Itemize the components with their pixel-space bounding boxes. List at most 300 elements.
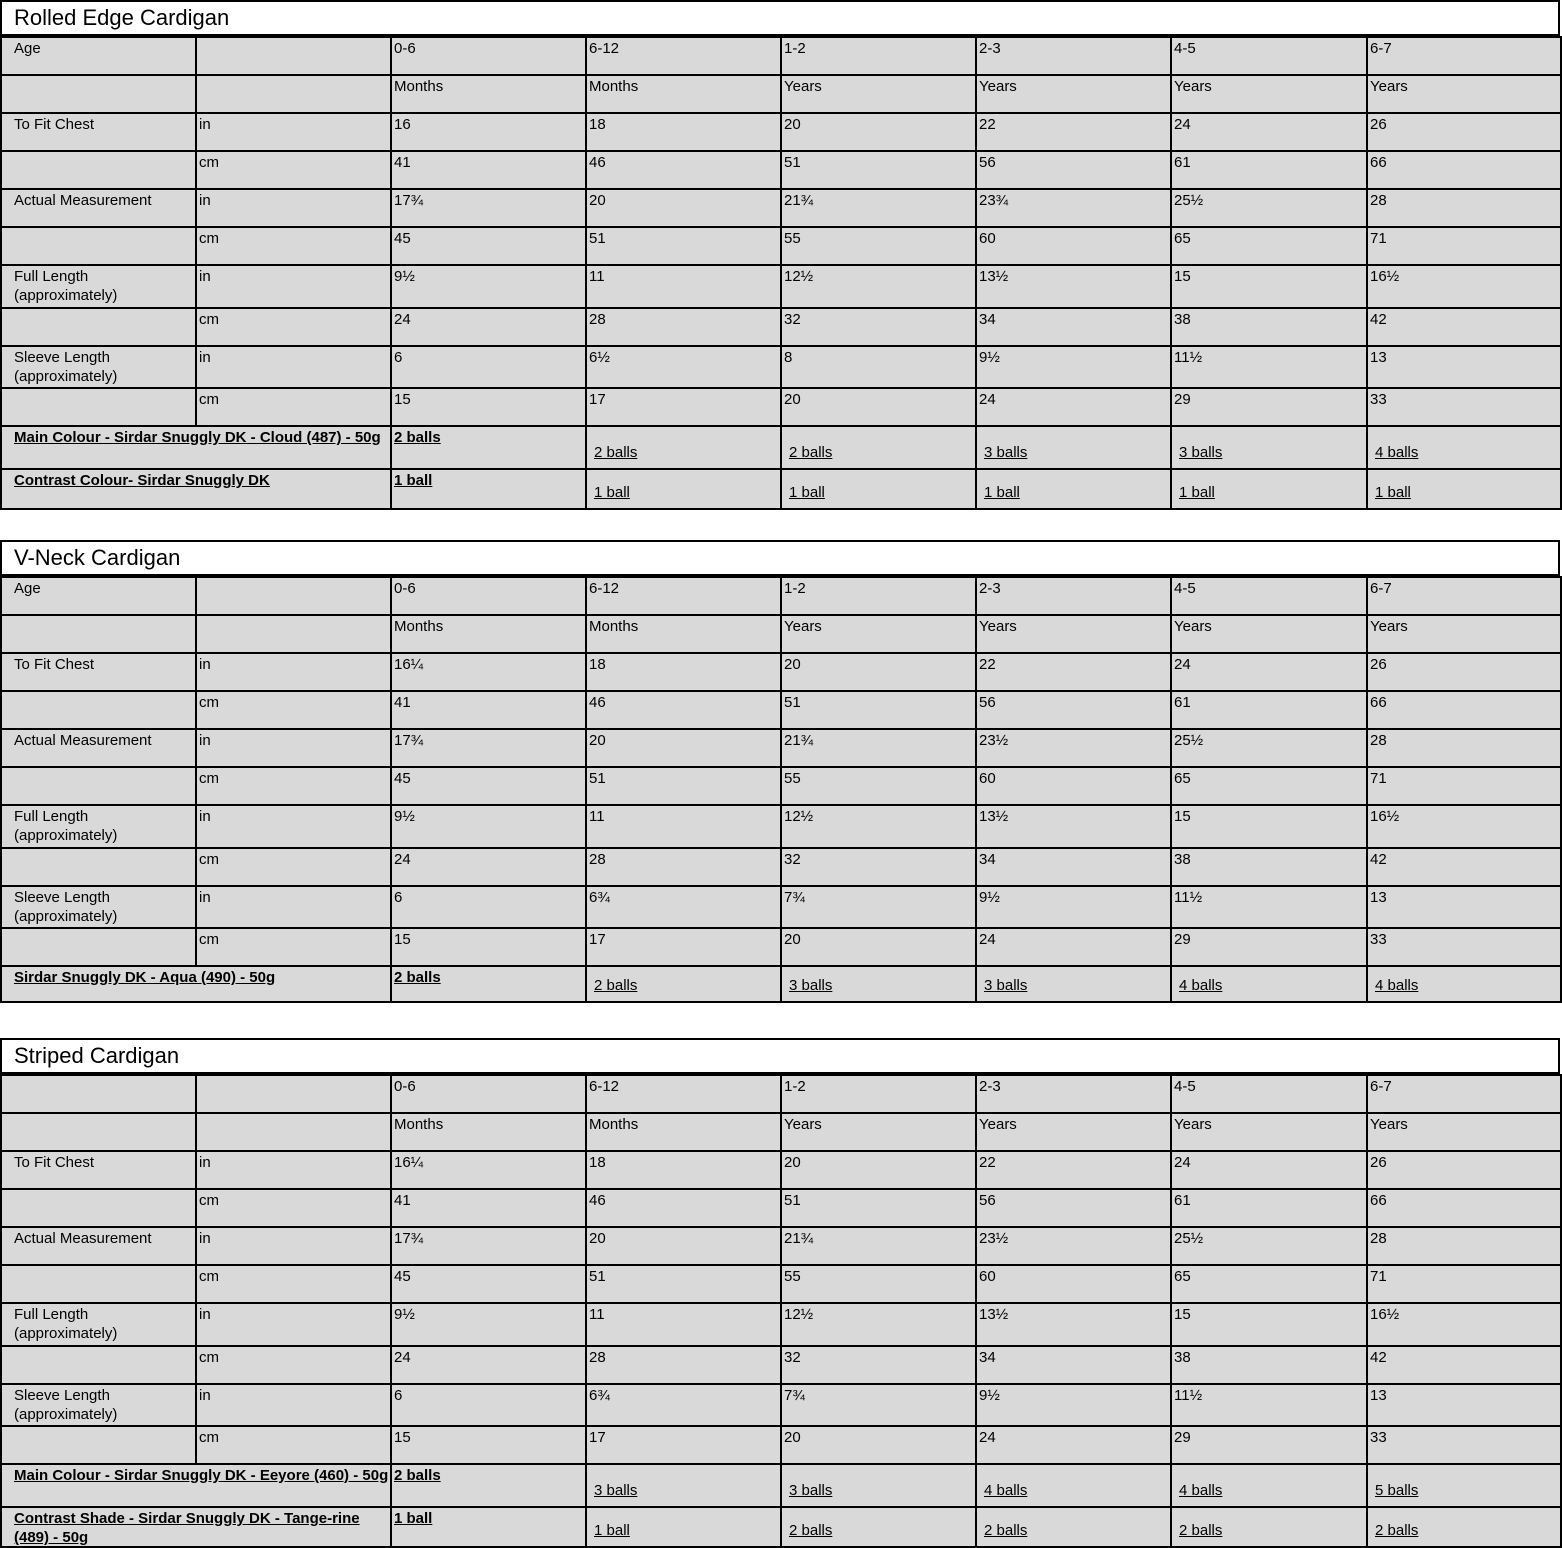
cell-text: 61 — [1174, 154, 1191, 171]
yarn-quantity-cell — [585, 1506, 782, 1548]
yarn-label-cell — [0, 1463, 392, 1508]
value-cell — [585, 345, 782, 389]
cell-text: 38 — [1174, 1349, 1191, 1366]
cell-text: 60 — [979, 770, 996, 787]
cell-text: 2-3 — [979, 580, 1001, 597]
cell-text: 25½ — [1174, 732, 1204, 749]
cell-text: 6-7 — [1370, 1078, 1392, 1095]
value-cell — [1170, 1425, 1368, 1465]
cell-text: Years — [1370, 1116, 1408, 1133]
cell-text: 42 — [1370, 311, 1387, 328]
cell-text: 51 — [589, 1268, 606, 1285]
value-cell — [780, 885, 977, 929]
cell-text: 34 — [979, 851, 996, 868]
value-cell — [1170, 307, 1368, 347]
cell-text: 3 balls — [789, 1482, 833, 1499]
value-cell — [1170, 1188, 1368, 1228]
cell-text: 24 — [979, 931, 996, 948]
value-cell — [390, 1074, 587, 1114]
value-cell — [1170, 74, 1368, 114]
yarn-quantity-cell — [975, 468, 1172, 510]
value-cell — [1366, 847, 1562, 887]
cell-text: 2 balls — [594, 977, 638, 994]
cell-text: 6 — [394, 889, 403, 906]
cell-text: 0-6 — [394, 580, 416, 597]
cell-text: in — [199, 268, 211, 285]
cell-text: Sirdar Snuggly DK - Aqua (490) - 50g — [14, 969, 276, 986]
cell-text: 3 balls — [984, 444, 1028, 461]
value-cell — [975, 652, 1172, 692]
row-unit-cell — [195, 1150, 392, 1190]
value-cell — [780, 226, 977, 266]
cell-text: 66 — [1370, 154, 1387, 171]
cell-text: 23½ — [979, 1230, 1009, 1247]
cell-text: 3 balls — [594, 1482, 638, 1499]
yarn-quantity-cell — [390, 468, 587, 510]
cell-text: 1 ball — [1179, 484, 1215, 501]
cell-text: 1-2 — [784, 40, 806, 57]
yarn-quantity-cell — [585, 425, 782, 470]
value-cell — [975, 1188, 1172, 1228]
cell-text: Actual Measurement — [14, 1230, 152, 1247]
value-cell — [390, 74, 587, 114]
cell-text: 20 — [784, 1429, 801, 1446]
cell-text: 16¼ — [394, 1154, 424, 1171]
row-label-cell — [0, 307, 197, 347]
cell-text: 24 — [979, 1429, 996, 1446]
row-label-cell — [0, 188, 197, 228]
cell-text: in — [199, 116, 211, 133]
value-cell — [390, 112, 587, 152]
row-unit-cell — [195, 1112, 392, 1152]
section-title-bar — [0, 1038, 1560, 1074]
value-cell — [1170, 804, 1368, 849]
cell-text: Years — [784, 618, 822, 635]
cell-text: 11 — [589, 1306, 605, 1323]
cell-text: 32 — [784, 311, 801, 328]
cell-text: 46 — [589, 154, 606, 171]
value-cell — [585, 576, 782, 616]
yarn-quantity-cell — [1366, 1506, 1562, 1548]
value-cell — [585, 112, 782, 152]
cell-text: To Fit Chest — [14, 116, 95, 133]
cell-text: 66 — [1370, 694, 1387, 711]
value-cell — [975, 264, 1172, 309]
row-label-cell — [0, 1345, 197, 1385]
cell-text: Months — [394, 1116, 444, 1133]
cell-text: 12½ — [784, 1306, 814, 1323]
cell-text: To Fit Chest — [14, 656, 95, 673]
cell-text: Years — [1174, 78, 1212, 95]
cell-text: Sleeve Length (approximately) — [14, 349, 118, 385]
yarn-quantity-cell — [780, 1506, 977, 1548]
cell-text: 1 ball — [394, 472, 433, 489]
row-unit-cell — [195, 1264, 392, 1304]
cell-text: 56 — [979, 154, 996, 171]
value-cell — [780, 1302, 977, 1347]
value-cell — [585, 1188, 782, 1228]
value-cell — [585, 728, 782, 768]
value-cell — [390, 1425, 587, 1465]
cell-text: 17 — [589, 1429, 606, 1446]
value-cell — [975, 188, 1172, 228]
cell-text: 23¾ — [979, 192, 1009, 209]
cell-text: 18 — [589, 656, 606, 673]
value-cell — [585, 927, 782, 967]
yarn-quantity-cell — [1366, 468, 1562, 510]
value-cell — [975, 1302, 1172, 1347]
cell-text: 4 balls — [1179, 977, 1223, 994]
cell-text: 6¾ — [589, 889, 610, 906]
cell-text: 24 — [394, 1349, 411, 1366]
value-cell — [390, 1226, 587, 1266]
cell-text: 7¾ — [784, 1387, 805, 1404]
cell-text: 45 — [394, 1268, 411, 1285]
cell-text: cm — [199, 1349, 219, 1366]
value-cell — [975, 1150, 1172, 1190]
cell-text: 16½ — [1370, 268, 1400, 285]
value-cell — [1170, 1074, 1368, 1114]
value-cell — [1366, 74, 1562, 114]
cell-text: 28 — [1370, 192, 1387, 209]
row-label-cell — [0, 264, 197, 309]
cell-text: 2-3 — [979, 1078, 1001, 1095]
row-unit-cell — [195, 1345, 392, 1385]
cell-text: 2 balls — [984, 1522, 1028, 1539]
cell-text: 4-5 — [1174, 1078, 1196, 1095]
value-cell — [975, 36, 1172, 76]
row-unit-cell — [195, 36, 392, 76]
value-cell — [585, 226, 782, 266]
cell-text: 1 ball — [594, 1522, 630, 1539]
yarn-quantity-cell — [585, 965, 782, 1003]
value-cell — [585, 1383, 782, 1427]
row-label-cell — [0, 766, 197, 806]
row-unit-cell — [195, 307, 392, 347]
row-label-cell — [0, 728, 197, 768]
value-cell — [780, 576, 977, 616]
yarn-quantity-cell — [1170, 468, 1368, 510]
value-cell — [780, 728, 977, 768]
value-cell — [780, 36, 977, 76]
cell-text: 11 — [589, 268, 605, 285]
cell-text: 16 — [394, 116, 411, 133]
yarn-quantity-cell — [585, 468, 782, 510]
cell-text: Full Length (approximately) — [14, 1306, 118, 1342]
cell-text: 9½ — [394, 808, 415, 825]
value-cell — [780, 847, 977, 887]
value-cell — [585, 1150, 782, 1190]
value-cell — [1366, 387, 1562, 427]
cell-text: 1-2 — [784, 1078, 806, 1095]
cell-text: cm — [199, 931, 219, 948]
yarn-quantity-cell — [780, 468, 977, 510]
cell-text: 11½ — [1174, 349, 1203, 366]
value-cell — [1170, 927, 1368, 967]
value-cell — [1170, 226, 1368, 266]
cell-text: 5 balls — [1375, 1482, 1419, 1499]
row-label-cell — [0, 150, 197, 190]
cell-text: 20 — [589, 732, 606, 749]
value-cell — [1366, 1264, 1562, 1304]
cell-text: in — [199, 192, 211, 209]
value-cell — [1170, 728, 1368, 768]
row-label-cell — [0, 885, 197, 929]
cell-text: 33 — [1370, 931, 1387, 948]
value-cell — [1366, 1383, 1562, 1427]
row-label-cell — [0, 690, 197, 730]
cell-text: 6¾ — [589, 1387, 610, 1404]
cell-text: 71 — [1370, 770, 1387, 787]
cell-text: 24 — [394, 311, 411, 328]
cell-text: Sleeve Length (approximately) — [14, 1387, 118, 1423]
cell-text: 20 — [589, 192, 606, 209]
value-cell — [1366, 1150, 1562, 1190]
cell-text: 51 — [589, 770, 606, 787]
cell-text: Main Colour - Sirdar Snuggly DK - Eeyore (460) - 50g — [14, 1467, 389, 1484]
section-title: Striped Cardigan — [14, 1043, 180, 1068]
row-unit-cell — [195, 847, 392, 887]
cell-text: 16½ — [1370, 1306, 1400, 1323]
value-cell — [390, 1345, 587, 1385]
cell-text: 7¾ — [784, 889, 805, 906]
cell-text: 29 — [1174, 931, 1191, 948]
cell-text: 15 — [1174, 808, 1191, 825]
value-cell — [1366, 1226, 1562, 1266]
cell-text: 33 — [1370, 391, 1387, 408]
cell-text: Years — [784, 1116, 822, 1133]
value-cell — [780, 387, 977, 427]
cell-text: 29 — [1174, 391, 1191, 408]
cell-text: 6-7 — [1370, 580, 1392, 597]
cell-text: 17 — [589, 931, 606, 948]
cell-text: 1 ball — [394, 1510, 433, 1527]
row-label-cell — [0, 1150, 197, 1190]
row-unit-cell — [195, 387, 392, 427]
value-cell — [585, 36, 782, 76]
value-cell — [1366, 36, 1562, 76]
row-label-cell — [0, 345, 197, 389]
row-label-cell — [0, 927, 197, 967]
value-cell — [1366, 1302, 1562, 1347]
cell-text: 8 — [784, 349, 793, 366]
value-cell — [1366, 652, 1562, 692]
value-cell — [390, 264, 587, 309]
row-unit-cell — [195, 652, 392, 692]
value-cell — [780, 1425, 977, 1465]
section-title: Rolled Edge Cardigan — [14, 5, 230, 30]
cell-text: 4-5 — [1174, 580, 1196, 597]
cell-text: 18 — [589, 1154, 606, 1171]
cell-text: in — [199, 808, 211, 825]
value-cell — [1366, 885, 1562, 929]
cell-text: cm — [199, 694, 219, 711]
cell-text: 15 — [394, 931, 411, 948]
value-cell — [1366, 188, 1562, 228]
cell-text: 21¾ — [784, 192, 814, 209]
yarn-quantity-cell — [1366, 1463, 1562, 1508]
value-cell — [1366, 576, 1562, 616]
value-cell — [780, 74, 977, 114]
value-cell — [975, 226, 1172, 266]
value-cell — [390, 307, 587, 347]
cell-text: in — [199, 349, 211, 366]
cell-text: 13½ — [979, 268, 1009, 285]
cell-text: 33 — [1370, 1429, 1387, 1446]
value-cell — [780, 150, 977, 190]
value-cell — [390, 188, 587, 228]
yarn-quantity-cell — [390, 965, 587, 1003]
cell-text: 12½ — [784, 808, 814, 825]
cell-text: 42 — [1370, 851, 1387, 868]
cell-text: 41 — [394, 1192, 411, 1209]
cell-text: Full Length (approximately) — [14, 808, 118, 844]
yarn-label-cell — [0, 1506, 392, 1548]
row-label-cell — [0, 1074, 197, 1114]
cell-text: 11½ — [1174, 1387, 1203, 1404]
cell-text: Months — [394, 78, 444, 95]
cell-text: 28 — [589, 1349, 606, 1366]
cell-text: 26 — [1370, 1154, 1387, 1171]
yarn-label-cell — [0, 425, 392, 470]
value-cell — [585, 1302, 782, 1347]
value-cell — [1170, 614, 1368, 654]
cell-text: 20 — [784, 656, 801, 673]
value-cell — [780, 1112, 977, 1152]
cell-text: 60 — [979, 1268, 996, 1285]
value-cell — [780, 1188, 977, 1228]
cell-text: Contrast Shade - Sirdar Snuggly DK - Tange-rine (489) - 50g — [14, 1510, 360, 1546]
cell-text: 1 ball — [594, 484, 630, 501]
value-cell — [390, 1264, 587, 1304]
value-cell — [780, 345, 977, 389]
cell-text: 55 — [784, 230, 801, 247]
cell-text: 55 — [784, 1268, 801, 1285]
cell-text: 65 — [1174, 770, 1191, 787]
row-label-cell — [0, 387, 197, 427]
cell-text: 21¾ — [784, 732, 814, 749]
yarn-quantity-cell — [390, 1463, 587, 1508]
value-cell — [780, 1345, 977, 1385]
value-cell — [975, 345, 1172, 389]
row-unit-cell — [195, 614, 392, 654]
row-label-cell — [0, 1226, 197, 1266]
yarn-quantity-cell — [1170, 965, 1368, 1003]
cell-text: 20 — [784, 116, 801, 133]
row-label-cell — [0, 1112, 197, 1152]
value-cell — [1366, 1074, 1562, 1114]
section-title-bar — [0, 0, 1560, 36]
cell-text: 2 balls — [394, 969, 441, 986]
cell-text: 18 — [589, 116, 606, 133]
value-cell — [390, 1383, 587, 1427]
value-cell — [390, 728, 587, 768]
cell-text: 6-12 — [589, 1078, 620, 1095]
value-cell — [585, 885, 782, 929]
value-cell — [1366, 226, 1562, 266]
row-unit-cell — [195, 112, 392, 152]
value-cell — [390, 226, 587, 266]
value-cell — [975, 766, 1172, 806]
value-cell — [585, 1112, 782, 1152]
cell-text: 11½ — [1174, 889, 1203, 906]
cell-text: 41 — [394, 154, 411, 171]
row-unit-cell — [195, 1383, 392, 1427]
cell-text: 16½ — [1370, 808, 1400, 825]
cell-text: 26 — [1370, 656, 1387, 673]
yarn-quantity-cell — [1366, 425, 1562, 470]
value-cell — [1170, 652, 1368, 692]
value-cell — [1366, 307, 1562, 347]
cell-text: Age — [14, 580, 41, 597]
value-cell — [975, 1226, 1172, 1266]
row-unit-cell — [195, 576, 392, 616]
cell-text: in — [199, 732, 211, 749]
cell-text: cm — [199, 1429, 219, 1446]
yarn-quantity-cell — [780, 965, 977, 1003]
value-cell — [585, 307, 782, 347]
cell-text: 46 — [589, 1192, 606, 1209]
cell-text: 23½ — [979, 732, 1009, 749]
value-cell — [585, 690, 782, 730]
row-unit-cell — [195, 1074, 392, 1114]
value-cell — [780, 690, 977, 730]
yarn-quantity-cell — [390, 425, 587, 470]
value-cell — [1170, 387, 1368, 427]
cell-text: 15 — [1174, 268, 1191, 285]
cell-text: Actual Measurement — [14, 192, 152, 209]
value-cell — [1366, 1112, 1562, 1152]
cell-text: 9½ — [979, 889, 1000, 906]
value-cell — [390, 690, 587, 730]
value-cell — [1366, 1188, 1562, 1228]
cell-text: 17¾ — [394, 192, 424, 209]
row-unit-cell — [195, 345, 392, 389]
cell-text: 4 balls — [1375, 444, 1419, 461]
cell-text: 11 — [589, 808, 605, 825]
value-cell — [1170, 345, 1368, 389]
value-cell — [390, 576, 587, 616]
row-unit-cell — [195, 188, 392, 228]
cell-text: 15 — [394, 391, 411, 408]
cell-text: Years — [784, 78, 822, 95]
row-label-cell — [0, 847, 197, 887]
cell-text: in — [199, 1306, 211, 1323]
row-unit-cell — [195, 74, 392, 114]
value-cell — [1366, 614, 1562, 654]
cell-text: 13 — [1370, 889, 1387, 906]
value-cell — [975, 74, 1172, 114]
value-cell — [780, 188, 977, 228]
value-cell — [975, 690, 1172, 730]
cell-text: 13 — [1370, 349, 1387, 366]
cell-text: cm — [199, 154, 219, 171]
value-cell — [975, 307, 1172, 347]
cell-text: 9½ — [394, 268, 415, 285]
cell-text: 17 — [589, 391, 606, 408]
row-unit-cell — [195, 264, 392, 309]
yarn-quantity-cell — [1170, 425, 1368, 470]
value-cell — [780, 804, 977, 849]
yarn-quantity-cell — [780, 425, 977, 470]
value-cell — [585, 804, 782, 849]
cell-text: 38 — [1174, 311, 1191, 328]
cell-text: 61 — [1174, 694, 1191, 711]
cell-text: 45 — [394, 770, 411, 787]
row-label-cell — [0, 1425, 197, 1465]
cell-text: 6 — [394, 349, 403, 366]
value-cell — [780, 652, 977, 692]
